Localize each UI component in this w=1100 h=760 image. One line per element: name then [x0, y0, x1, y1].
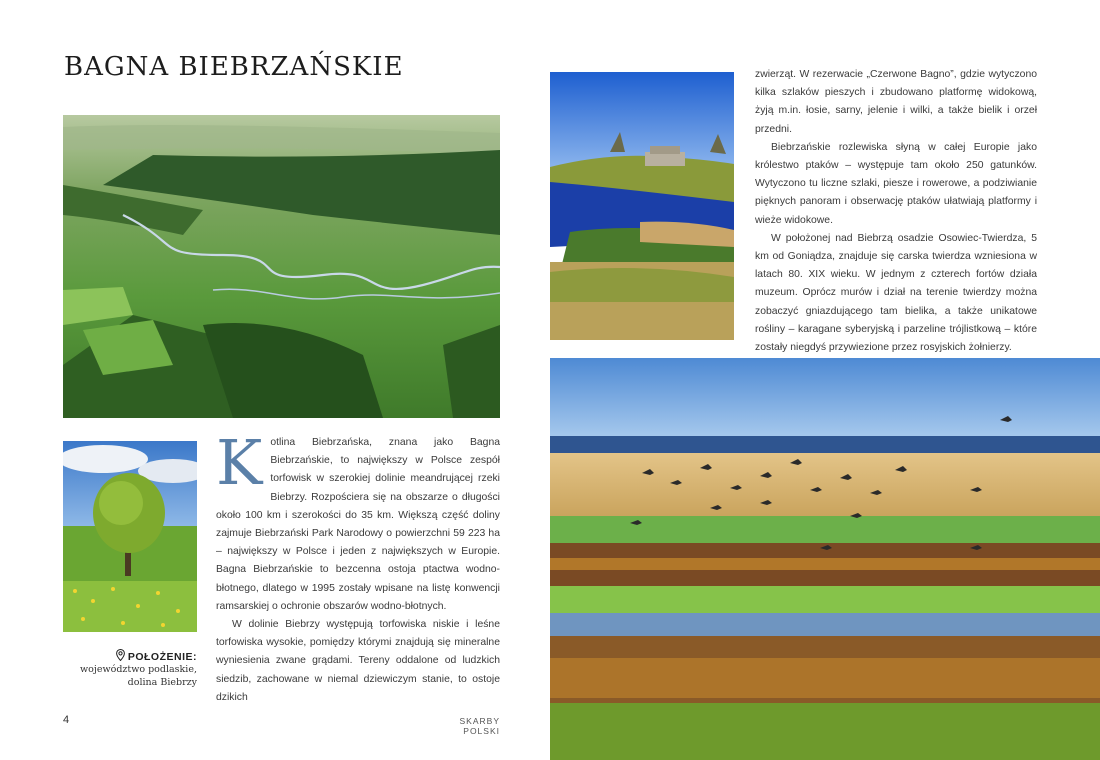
- location-label-row: [63, 649, 197, 663]
- fortress-river-photo: [550, 72, 734, 340]
- paragraph-2: W dolinie Biebrzy występują torfowiska niskie i leśne torfowiska wysokie, pomiędzy którymi znajdują się mineralne wyniesienia zwane grądami. Tereny oddalone od ludzkich siedzib, zachowane w niemal dziewiczym stanie, to ostoje dzikich: [216, 619, 500, 703]
- location-label: POŁOŻENIE:: [127, 651, 197, 663]
- paragraph-4: Biebrzańskie rozlewiska słyną w całej Europie jako królestwo ptaków – występuje tam około 250 gatunków. Wytyczono tu liczne szlaki, piesze i rowerowe, a podziwianie pięknych panoram i obserwację ptaków ułatwiają platformy i wieże widokowe.: [755, 141, 1037, 226]
- left-body-text: [216, 426, 500, 707]
- paragraph-1: [216, 426, 500, 616]
- paragraph-5: W położonej nad Biebrzą osadzie Osowiec-Twierdza, 5 km od Goniądza, znajduje się carska twierdza wzniesiona w latach 80. XIX wieku. W jednym z czterech fortów działa muzeum. Oprócz murów i dział na terenie twierdzy można zobaczyć gniazdującego tam bielika, a także unikatowe rośliny – karagane syberyjską i parzeline trójlistkową – które zostały niegdyś przywiezione przez rosyjskich żołnierzy.: [755, 232, 1037, 354]
- paragraph-3: zwierząt. W rezerwacie „Czerwone Bagno”, gdzie wytyczono kilka szlaków pieszych i zbudowano platformę widokową, żyją m.in. łosie, sarny, jelenie i wilki, a także bielik i orzeł przedni.: [755, 69, 1037, 135]
- aerial-river-valley-photo: [63, 115, 500, 418]
- location-caption: [63, 649, 197, 689]
- map-pin-icon: [116, 649, 125, 661]
- page-title: BAGNA BIEBRZAŃSKIE: [64, 52, 404, 82]
- running-head: SKARBY POLSKI: [459, 716, 500, 736]
- page-number: 4: [63, 714, 70, 726]
- paragraph-1-text: otlina Biebrzańska, znana jako Bagna Biebrzańskie, to największy w Polsce zespół torfowisk w szerokiej dolinie meandrującej rzeki Biebrzy. Rozpościera się na obszarze o długości około 100 km i szerokości do 35 km. Większą część doliny zajmuje Biebrzański Park Narodowy o powierzchni 59 223 ha – największy w Polsce i jeden z największych w Europie. Bagna Biebrzańskie to bezcenna ostoja ptactwa wodno-błotnego, dlatego w 1995 zostały wpisane na listę konwencji ramsarskiej o ochronie obszarów wodno-błotnych.: [216, 437, 500, 612]
- right-body-text: [755, 66, 1037, 357]
- wetland-birds-photo: [550, 358, 1100, 760]
- drop-cap: K: [216, 426, 263, 499]
- location-line-2: dolina Biebrzy: [127, 677, 197, 688]
- location-line-1: województwo podlaskie,: [80, 664, 197, 675]
- lone-tree-meadow-photo: [63, 441, 197, 632]
